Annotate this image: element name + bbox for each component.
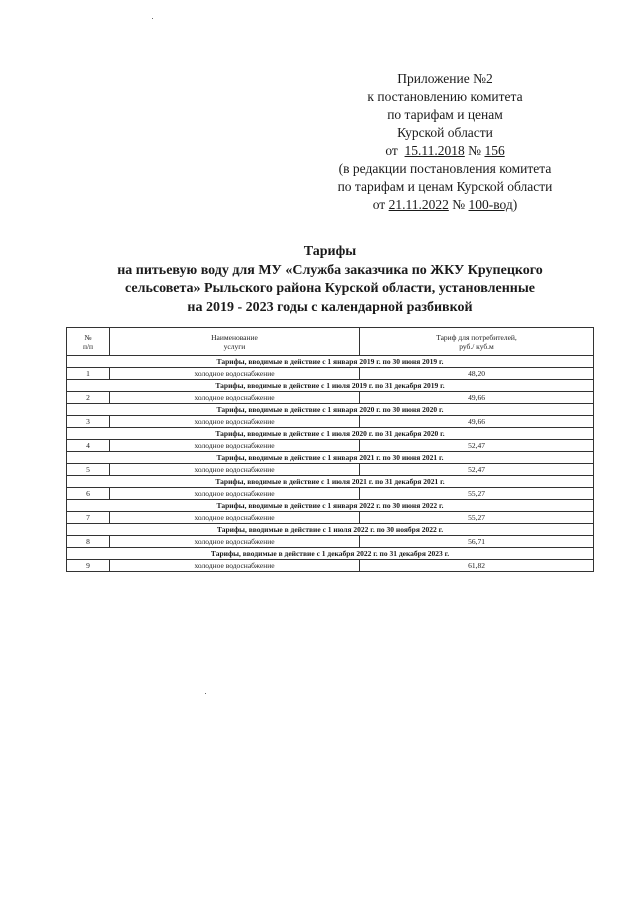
row-number: 6 (67, 488, 110, 500)
period-row (67, 500, 594, 512)
table-row (67, 488, 594, 500)
period-row (67, 452, 594, 464)
row-service: холодное водоснабжение (110, 512, 360, 524)
row-service: холодное водоснабжение (110, 368, 360, 380)
table-row (67, 416, 594, 428)
row-number: 5 (67, 464, 110, 476)
header-line: по тарифам и ценам (387, 107, 503, 122)
row-tariff: 56,71 (360, 536, 594, 548)
table-row (67, 368, 594, 380)
row-service: холодное водоснабжение (110, 560, 360, 572)
row-tariff: 52,47 (360, 440, 594, 452)
period-label: Тарифы, вводимые в действие с 1 июля 2021 г. по 31 декабря 2021 г. (67, 476, 594, 488)
resolution-number: 156 (484, 143, 505, 158)
table-row (67, 464, 594, 476)
row-tariff: 48,20 (360, 368, 594, 380)
period-row (67, 428, 594, 440)
table-row (67, 536, 594, 548)
period-label: Тарифы, вводимые в действие с 1 января 2019 г. по 30 июня 2019 г. (67, 356, 594, 368)
period-label: Тарифы, вводимые в действие с 1 декабря 2022 г. по 31 декабря 2023 г. (67, 548, 594, 560)
period-row (67, 404, 594, 416)
tariff-table (66, 327, 594, 572)
document-title (60, 243, 600, 317)
row-number: 2 (67, 392, 110, 404)
row-tariff: 55,27 (360, 512, 594, 524)
row-tariff: 61,82 (360, 560, 594, 572)
table-row (67, 392, 594, 404)
period-label: Тарифы, вводимые в действие с 1 января 2022 г. по 30 июня 2022 г. (67, 500, 594, 512)
header-line: по тарифам и ценам Курской области (337, 179, 553, 194)
appendix-header (310, 70, 580, 214)
row-service: холодное водоснабжение (110, 416, 360, 428)
period-row (67, 476, 594, 488)
resolution-date: 15.11.2018 (404, 143, 465, 158)
scan-speck (205, 693, 206, 694)
period-row (67, 380, 594, 392)
table-header-row (67, 328, 594, 356)
resolution-date-line: от 15.11.2018 № 156 (385, 143, 505, 158)
header-number: № п/п (67, 328, 110, 356)
row-service: холодное водоснабжение (110, 392, 360, 404)
title-line: Тарифы (303, 244, 357, 259)
row-number: 8 (67, 536, 110, 548)
row-number: 7 (67, 512, 110, 524)
table-row (67, 512, 594, 524)
period-label: Тарифы, вводимые в действие с 1 января 2020 г. по 30 июня 2020 г. (67, 404, 594, 416)
title-line: на 2019 - 2023 годы с календарной разбивкой (187, 299, 473, 315)
period-row (67, 548, 594, 560)
row-tariff: 49,66 (360, 392, 594, 404)
row-number: 4 (67, 440, 110, 452)
period-label: Тарифы, вводимые в действие с 1 января 2021 г. по 30 июня 2021 г. (67, 452, 594, 464)
table-row (67, 560, 594, 572)
period-label: Тарифы, вводимые в действие с 1 июля 2019 г. по 31 декабря 2019 г. (67, 380, 594, 392)
row-service: холодное водоснабжение (110, 488, 360, 500)
row-tariff: 49,66 (360, 416, 594, 428)
table-row (67, 440, 594, 452)
row-number: 1 (67, 368, 110, 380)
row-service: холодное водоснабжение (110, 440, 360, 452)
revision-date-line: от 21.11.2022 № 100-вод) (372, 197, 518, 212)
row-service: холодное водоснабжение (110, 464, 360, 476)
scan-speck (152, 18, 153, 19)
header-line: (в редакции постановления комитета (338, 161, 552, 176)
title-line: на питьевую воду для МУ «Служба заказчика по ЖКУ Крупецкого (117, 262, 543, 278)
header-service: Наименование услуги (110, 328, 360, 356)
revision-number: 100-вод (468, 197, 513, 212)
row-number: 3 (67, 416, 110, 428)
revision-date: 21.11.2022 (388, 197, 449, 212)
period-label: Тарифы, вводимые в действие с 1 июля 2022 г. по 30 ноября 2022 г. (67, 524, 594, 536)
header-tariff: Тариф для потребителей, руб./ куб.м (360, 328, 594, 356)
header-line: Курской области (397, 125, 493, 140)
title-line: сельсовета» Рыльского района Курской области, установленные (125, 281, 535, 296)
row-tariff: 52,47 (360, 464, 594, 476)
row-service: холодное водоснабжение (110, 536, 360, 548)
header-line: к постановлению комитета (367, 89, 523, 104)
row-tariff: 55,27 (360, 488, 594, 500)
period-label: Тарифы, вводимые в действие с 1 июля 2020 г. по 31 декабря 2020 г. (67, 428, 594, 440)
row-number: 9 (67, 560, 110, 572)
appendix-label: Приложение №2 (397, 71, 493, 86)
period-row (67, 356, 594, 368)
period-row (67, 524, 594, 536)
